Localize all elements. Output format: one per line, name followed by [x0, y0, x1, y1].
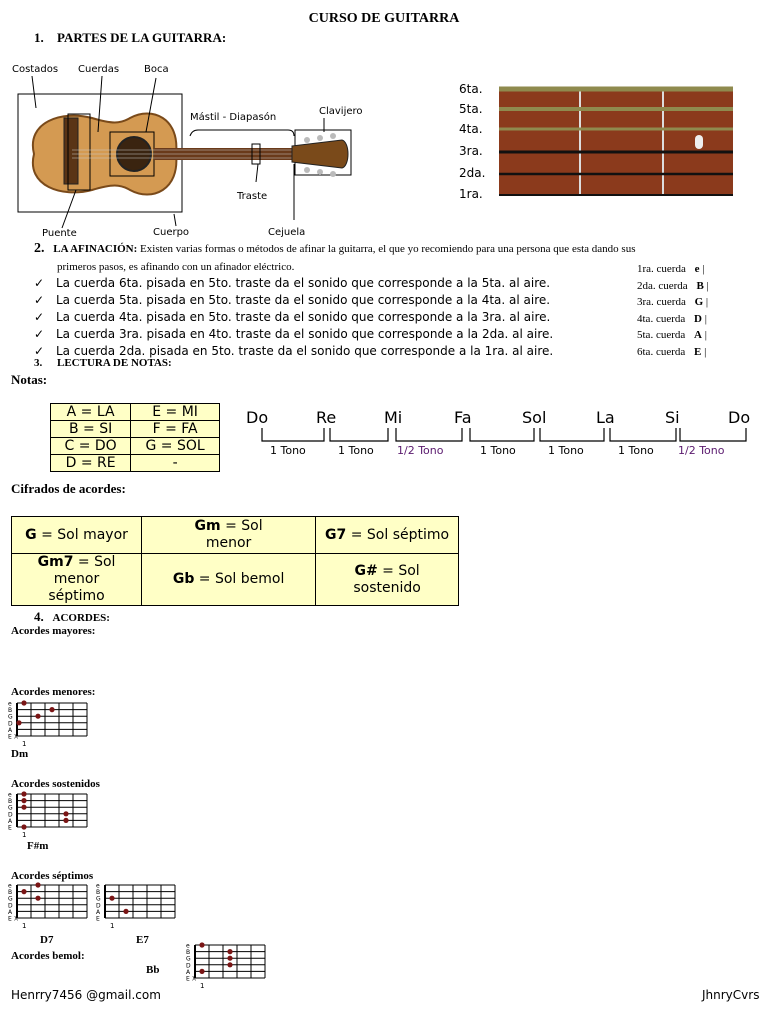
tuning-steps-list: [34, 276, 553, 361]
chord-string-label: A: [8, 908, 13, 916]
chord-string-label: B: [186, 949, 191, 957]
check-icon: ✓: [34, 344, 45, 358]
chord-string-label: D: [96, 902, 101, 910]
scale-note: Do: [728, 408, 751, 427]
footer-author: JhnryCvrs: [702, 988, 760, 1002]
chord-fret-number: 1: [22, 740, 27, 746]
section-1-heading: [34, 30, 226, 46]
chord-diagram-bb: [186, 942, 266, 993]
standard-tuning-list: [637, 263, 709, 362]
chord-string-label: G: [96, 895, 101, 903]
chord-string-label: A: [186, 968, 191, 976]
scale-interval: 1 Tono: [270, 444, 306, 457]
chord-finger-dot: [49, 707, 54, 712]
label-boca: Boca: [144, 64, 169, 75]
scale-note: Do: [246, 408, 269, 427]
fretboard-diagram: [455, 80, 745, 204]
tuning-step: ✓ La cuerda 6ta. pisada en 5to. traste da el sonido que corresponde a la 5ta. al aire.: [34, 276, 551, 290]
scale-note: Si: [665, 408, 680, 427]
chord-string-label: e: [8, 791, 12, 799]
cifrados-label: Cifrados de acordes:: [11, 481, 126, 496]
chord-string-label: G: [186, 955, 191, 963]
chord-finger-dot: [16, 720, 21, 725]
guitar-illustration: [12, 62, 372, 240]
label-cuerdas: Cuerdas: [78, 64, 120, 75]
guitar-diagram: [12, 62, 372, 240]
tuning-step: ✓ La cuerda 3ra. pisada en 4to. traste da el sonido que corresponde a la 2da. al aire.: [34, 327, 554, 341]
chord-string-label: B: [8, 798, 13, 806]
scale-interval-half: 1/2 Tono: [678, 444, 725, 457]
chord-string-label: e: [96, 882, 100, 890]
chord-finger-dot: [63, 811, 68, 816]
check-icon: ✓: [34, 293, 45, 307]
chord-finger-dot: [21, 889, 26, 894]
table-row: D = RE -: [51, 455, 220, 472]
chord-name: Dm: [11, 748, 29, 760]
scale-interval: 1 Tono: [548, 444, 584, 457]
label-mastil: Mástil - Diapasón: [190, 112, 277, 123]
chord-name: Bb: [146, 964, 160, 976]
table-row: B = SI F = FA: [51, 421, 220, 438]
table-row: G = Sol mayor Gm = Sol menor G7 = Sol séptimo: [12, 517, 459, 554]
acordes-bemol-label: Acordes bemol:: [11, 950, 85, 962]
chord-finger-dot: [63, 818, 68, 823]
chord-string-label: D: [8, 902, 13, 910]
chord-diagram-fsharp-m: [8, 791, 88, 842]
scale-interval: 1 Tono: [338, 444, 374, 457]
label-clavijero: Clavijero: [319, 106, 363, 117]
chord-mute-mark: X: [192, 975, 197, 983]
acordes-septimos-label: Acordes séptimos: [11, 870, 94, 882]
tuning-step: ✓ La cuerda 2da. pisada en 5to. traste da el sonido que corresponde a la 1ra. al aire.: [34, 344, 554, 358]
footer-email: Henrry7456 @gmail.com: [11, 988, 161, 1002]
check-icon: ✓: [34, 327, 45, 341]
chord-diagram-d7: [8, 882, 88, 933]
chord-finger-dot: [227, 949, 232, 954]
chord-string-label: D: [8, 720, 13, 728]
section-2-intro-line-2: primeros pasos, es afinando con un afinador eléctrico.: [57, 261, 295, 273]
check-icon: ✓: [34, 276, 45, 290]
label-cuerpo: Cuerpo: [153, 227, 190, 238]
chord-string-label: A: [96, 908, 101, 916]
section-1-number: 1.: [34, 30, 44, 45]
tuning-row: 5ta. cuerda A |: [637, 329, 707, 341]
chord-string-label: B: [8, 707, 13, 715]
chord-fret-number: 1: [200, 982, 205, 988]
chord-string-label: D: [186, 962, 191, 970]
fretboard-label-5: 5ta.: [459, 102, 483, 116]
tuning-row: 3ra. cuerda G |: [637, 296, 709, 308]
chord-grid: [186, 942, 266, 988]
section-3-number: 3.: [34, 357, 43, 369]
chord-string-label: E: [186, 975, 190, 983]
fretboard-label-2: 2da.: [459, 166, 486, 180]
chord-string-label: B: [96, 889, 101, 897]
chord-mute-mark: X: [14, 915, 19, 923]
chord-diagram-dm: [8, 700, 88, 751]
chord-name: D7: [40, 934, 54, 946]
section-3-title: LECTURA DE NOTAS:: [57, 357, 172, 369]
fretboard-illustration: [455, 80, 745, 204]
chord-fret-number: 1: [110, 922, 115, 928]
chord-string-label: G: [8, 713, 13, 721]
chord-string-label: e: [186, 942, 190, 950]
notas-label: Notas:: [11, 372, 48, 387]
chord-string-label: A: [8, 817, 13, 825]
chord-finger-dot: [35, 714, 40, 719]
scale-interval: 1 Tono: [480, 444, 516, 457]
section-2-intro: [34, 241, 764, 257]
section-2-intro-line-1: Existen varias formas o métodos de afinar la guitarra, el que yo recomiendo para una persona que esta dando sus: [137, 243, 636, 255]
chord-string-label: E: [8, 733, 12, 741]
tuning-row: 4ta. cuerda D |: [637, 312, 707, 325]
check-icon: ✓: [34, 310, 45, 324]
label-traste: Traste: [237, 191, 268, 202]
section-2-number: 2.: [34, 241, 45, 256]
chord-string-label: e: [8, 700, 12, 708]
chord-finger-dot: [21, 791, 26, 796]
chord-string-label: A: [8, 726, 13, 734]
scale-interval: 1 Tono: [618, 444, 654, 457]
tuning-row: 1ra. cuerda e |: [637, 263, 705, 275]
tuning-step: ✓ La cuerda 4ta. pisada en 5to. traste da el sonido que corresponde a la 3ra. al aire.: [34, 310, 551, 324]
chord-finger-dot: [123, 909, 128, 914]
acordes-mayores-label: Acordes mayores:: [11, 625, 96, 637]
chord-finger-dot: [21, 798, 26, 803]
tuning-row: 6ta. cuerda E |: [637, 345, 707, 358]
chord-fret-number: 1: [22, 922, 27, 928]
chord-string-label: G: [8, 895, 13, 903]
chord-finger-dot: [35, 882, 40, 887]
chord-finger-dot: [21, 700, 26, 705]
chord-fret-number: 1: [22, 831, 27, 837]
chord-name: E7: [136, 934, 149, 946]
fretboard-label-6: 6ta.: [459, 82, 483, 96]
chord-name: F#m: [27, 840, 49, 852]
chord-string-label: E: [96, 915, 100, 923]
scale-note: Sol: [522, 408, 547, 427]
fretboard-label-3: 3ra.: [459, 144, 483, 158]
chord-finger-dot: [35, 896, 40, 901]
fretboard-label-1: 1ra.: [459, 187, 483, 201]
scale-diagram: [244, 404, 759, 464]
chord-finger-dot: [21, 824, 26, 829]
section-1-title: PARTES DE LA GUITARRA:: [57, 30, 227, 45]
chord-string-label: E: [8, 915, 12, 923]
chord-string-label: E: [8, 824, 12, 832]
scale-note: Re: [316, 408, 337, 427]
chord-finger-dot: [227, 956, 232, 961]
table-row: C = DO G = SOL: [51, 438, 220, 455]
scale-note: Mi: [384, 408, 403, 427]
cifrados-table: [11, 516, 459, 606]
chord-grid: [8, 700, 88, 746]
chord-string-label: G: [8, 804, 13, 812]
tuning-row: 2da. cuerda B |: [637, 279, 709, 292]
label-puente: Puente: [42, 228, 77, 239]
section-4-number: 4.: [34, 609, 44, 624]
chord-grid: [96, 882, 176, 928]
chord-string-label: D: [8, 811, 13, 819]
section-2-title: LA AFINACIÓN:: [53, 243, 138, 255]
section-4-heading: [34, 609, 110, 625]
tuning-step: ✓ La cuerda 5ta. pisada en 5to. traste da el sonido que corresponde a la 4ta. al aire.: [34, 293, 551, 307]
chord-mute-mark: X: [14, 733, 19, 741]
chord-grid: [8, 791, 88, 837]
section-3-heading: [34, 357, 172, 369]
table-row: Gm7 = Sol menor séptimo Gb = Sol bemol G# = Sol sostenido: [12, 554, 459, 606]
chord-diagram-e7: [96, 882, 176, 933]
page-title: CURSO DE GUITARRA: [308, 11, 460, 26]
acordes-menores-label: Acordes menores:: [11, 686, 96, 698]
label-costados: Costados: [12, 64, 59, 75]
chord-finger-dot: [227, 962, 232, 967]
scale-interval-half: 1/2 Tono: [397, 444, 444, 457]
scale-note: La: [596, 408, 615, 427]
chord-string-label: e: [8, 882, 12, 890]
fretboard-label-4: 4ta.: [459, 122, 483, 136]
notes-table: [50, 403, 220, 472]
chord-finger-dot: [199, 942, 204, 947]
chord-finger-dot: [109, 896, 114, 901]
acordes-sostenidos-label: Acordes sostenidos: [11, 778, 100, 790]
chord-string-label: B: [8, 889, 13, 897]
chord-finger-dot: [21, 805, 26, 810]
section-4-title: ACORDES:: [52, 612, 110, 624]
label-cejuela: Cejuela: [268, 227, 306, 238]
chord-finger-dot: [199, 969, 204, 974]
chord-grid: [8, 882, 88, 928]
scale-note: Fa: [454, 408, 472, 427]
table-row: A = LA E = MI: [51, 404, 220, 421]
